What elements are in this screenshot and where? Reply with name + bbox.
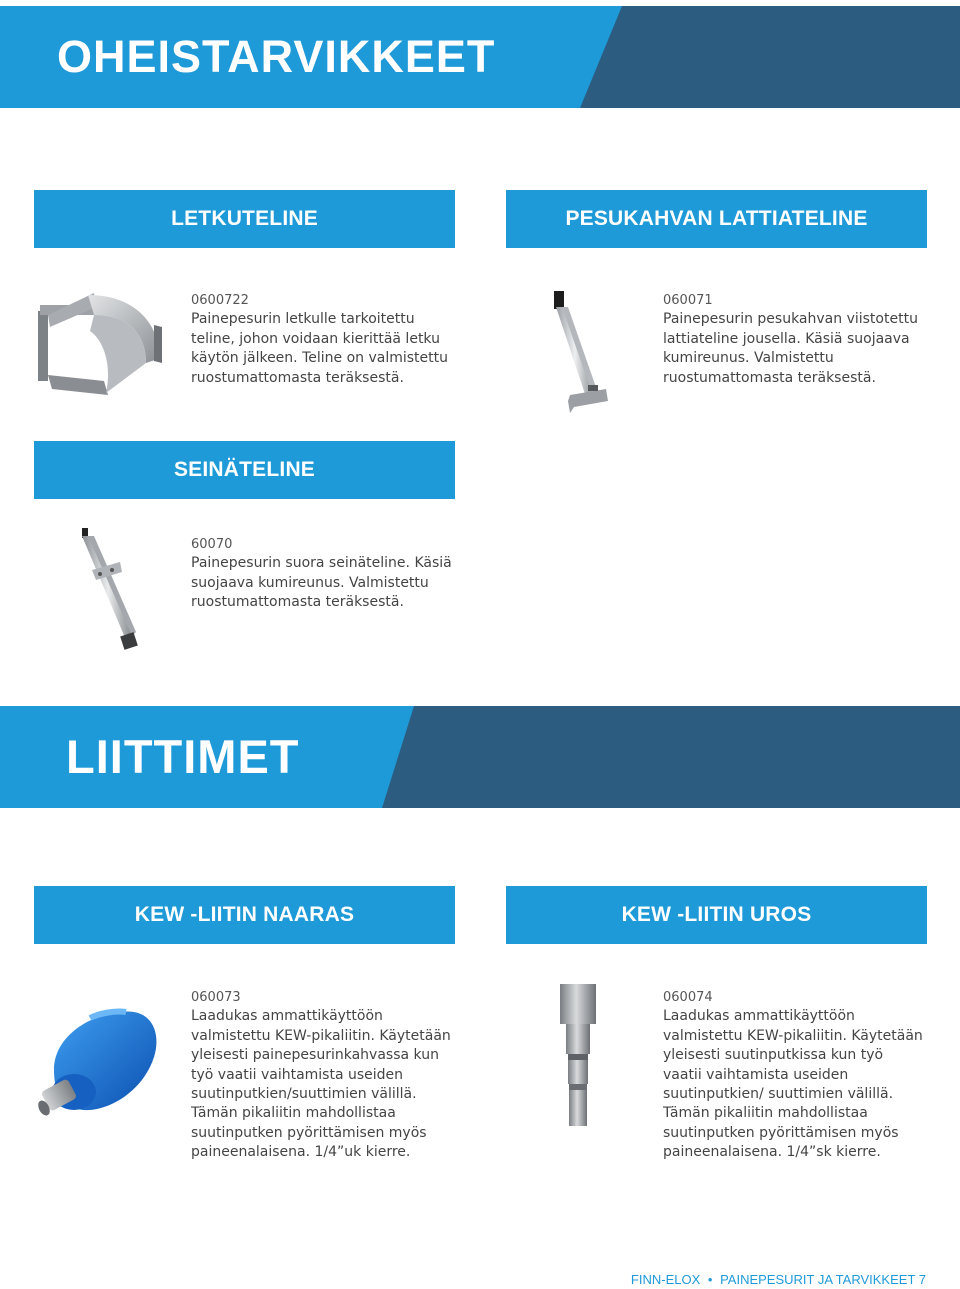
page-footer [631, 1272, 926, 1287]
section-header-pesukahvan-lattiateline: PESUKAHVAN LATTIATELINE [506, 190, 927, 248]
section-header-letkuteline: LETKUTELINE [34, 190, 455, 248]
product-code: 060074 [663, 990, 713, 1005]
kew-female-coupling-image [34, 1000, 164, 1126]
footer-separator: • [707, 1272, 713, 1287]
floor-stand-image [544, 285, 614, 415]
section-header-kew-uros: KEW -LIITIN UROS [506, 886, 927, 944]
product-text: Painepesurin suora seinäteline. Käsiä suojaava kumireunus. Valmistettu ruostumattomasta teräksestä. [191, 555, 452, 611]
product-text: Painepesurin pesukahvan viistotettu lattiateline jousella. Käsiä suojaava kumireunus. Valmistettu ruostumattomasta teräksestä. [663, 311, 918, 386]
product-desc-pesukahvan [663, 291, 925, 388]
product-desc-kew-uros [663, 988, 925, 1163]
banner-title: LIITTIMET [66, 730, 300, 783]
section-header-kew-naaras: KEW -LIITIN NAARAS [34, 886, 455, 944]
product-code: 0600722 [191, 293, 249, 308]
product-text: Laadukas ammattikäyttöön valmistettu KEW-pikaliitin. Käytetään yleisesti suutinputkissa kun työ vaatii vaihtamista useiden suutinputkien/ suuttimien välillä. Tämän pikaliitin mahdollistaa suutinputken pyörittämisen myös paineenalaisena. 1/4”sk kierre. [663, 1008, 923, 1161]
footer-text: PAINEPESURIT JA TARVIKKEET 7 [720, 1272, 926, 1287]
banner-title: OHEISTARVIKKEET [57, 31, 496, 82]
kew-male-coupling-image [556, 982, 602, 1130]
wall-stand-image [70, 526, 150, 652]
section-header-seinateline: SEINÄTELINE [34, 441, 455, 499]
product-code: 060073 [191, 990, 241, 1005]
product-text: Painepesurin letkulle tarkoitettu teline, johon voidaan kierittää letku käytön jälkeen. Teline on valmistettu ruostumattomasta teräksestä. [191, 311, 448, 386]
product-code: 060071 [663, 293, 713, 308]
hose-reel-image [34, 285, 164, 405]
banner-liittimet [0, 706, 960, 808]
banner-oheistarvikkeet [0, 6, 960, 108]
product-desc-kew-naaras [191, 988, 453, 1163]
footer-brand: FINN-ELOX [630, 1272, 701, 1287]
product-desc-letkuteline [191, 291, 453, 388]
product-text: Laadukas ammattikäyttöön valmistettu KEW-pikaliitin. Käytetään yleisesti painepesurinkahvassa kun työ vaatii vaihtamista useiden suutinputkien/suuttimien välillä. Tämän pikaliitin mahdollistaa suutinputken pyörittämisen myös paineenalaisena. 1/4”uk kierre. [191, 1008, 451, 1161]
product-code: 60070 [191, 537, 233, 552]
product-desc-seinateline [191, 535, 453, 613]
